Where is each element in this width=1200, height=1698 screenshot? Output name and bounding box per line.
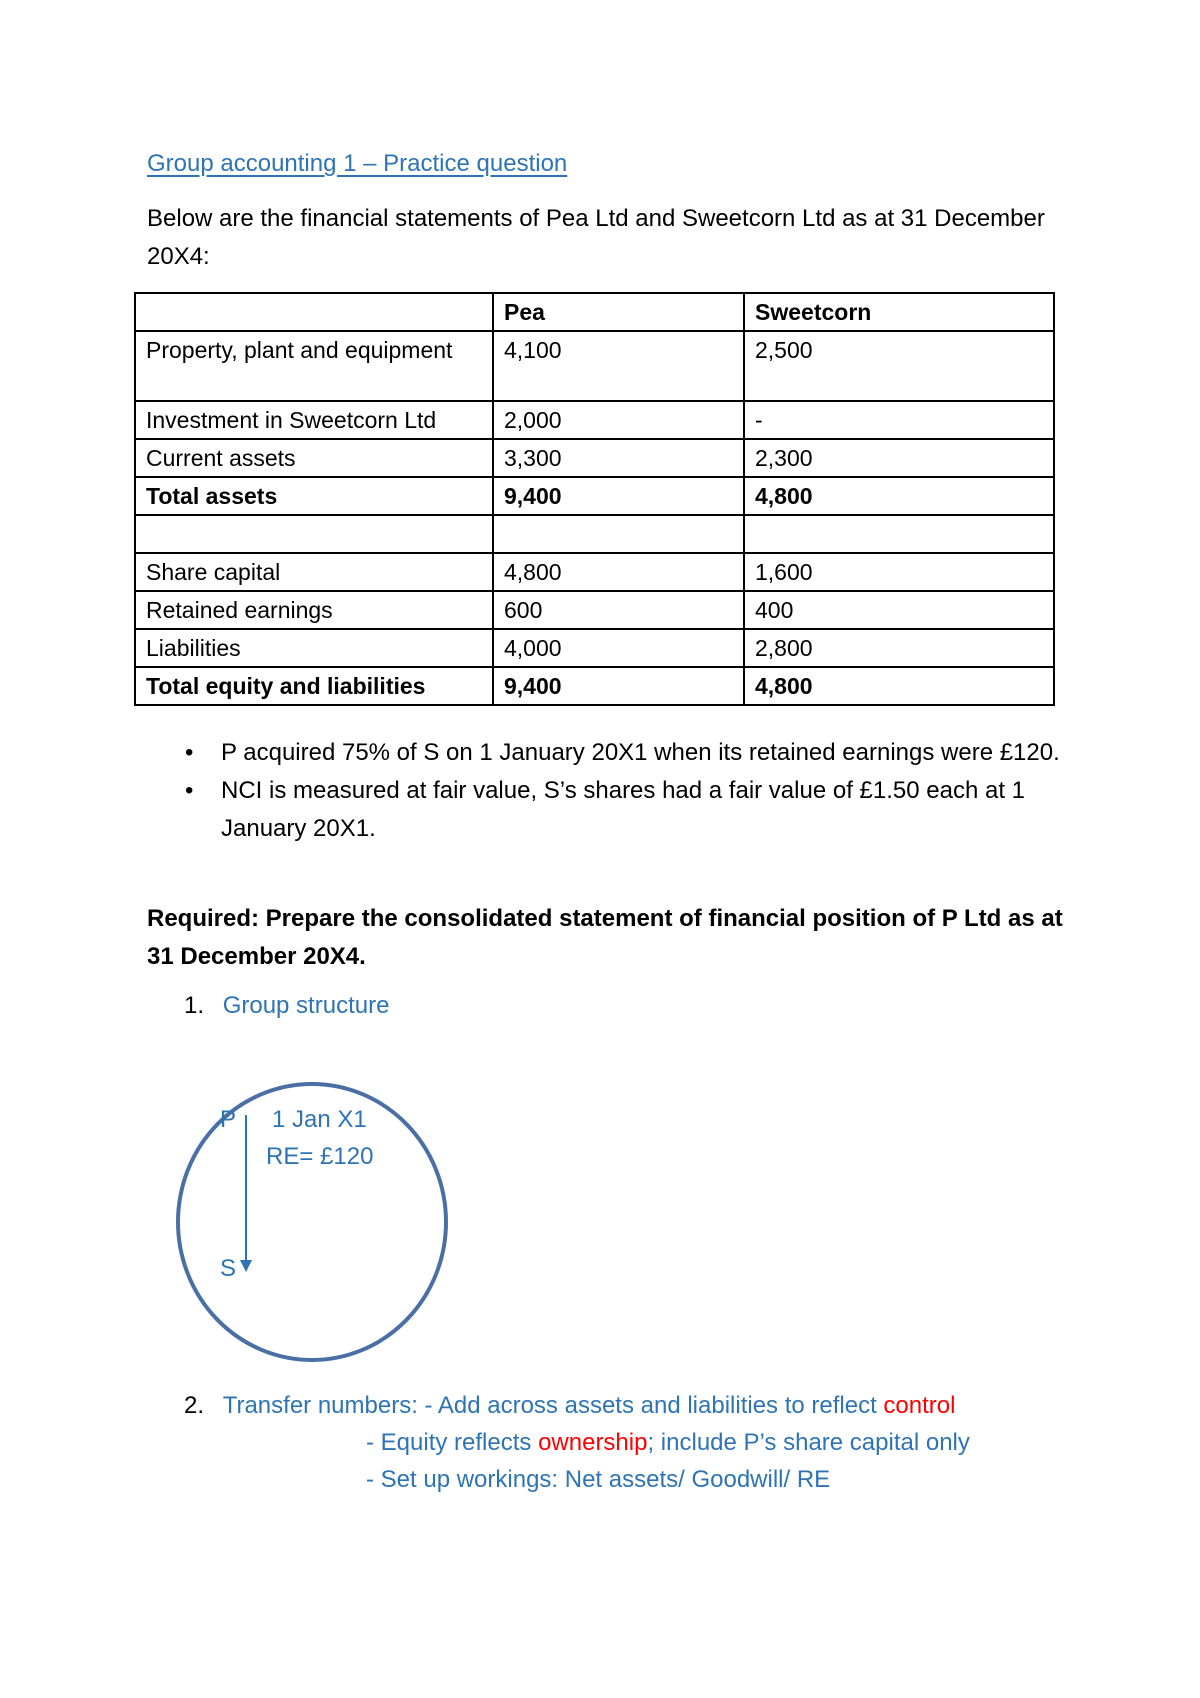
header-cell-sweetcorn: Sweetcorn (744, 293, 1054, 331)
row-label: Current assets (135, 439, 493, 477)
step2-line2-pre: - Equity reflects (366, 1429, 539, 1456)
row-label: Total assets (135, 477, 493, 515)
row-sweetcorn-value: - (744, 401, 1054, 439)
step2-line2-post: ; include P’s share capital only (647, 1429, 970, 1456)
intro-paragraph: Below are the financial statements of Pea Ltd and Sweetcorn Ltd as at 31 December 20X4: (147, 205, 1045, 270)
row-sweetcorn-value: 4,800 (744, 667, 1054, 705)
diagram-re-label: RE= £120 (266, 1143, 374, 1170)
row-label: Investment in Sweetcorn Ltd (135, 401, 493, 439)
step-number: 1. (184, 992, 205, 1019)
diagram-parent-label: P (220, 1106, 237, 1133)
page-title: Group accounting 1 – Practice question (147, 150, 568, 177)
row-sweetcorn-value: 2,500 (744, 331, 1054, 401)
diagram-sub-label: S (220, 1255, 237, 1282)
row-pea-value: 2,000 (493, 401, 744, 439)
row-pea-value: 9,400 (493, 667, 744, 705)
row-sweetcorn-value: 400 (744, 591, 1054, 629)
step2-control-keyword: control (883, 1392, 956, 1419)
step2-ownership-keyword: ownership (538, 1429, 648, 1456)
row-pea-value: 600 (493, 591, 744, 629)
step-2 (184, 1387, 1084, 1425)
row-sweetcorn-value: 4,800 (744, 477, 1054, 515)
row-sweetcorn-value: 1,600 (744, 553, 1054, 591)
row-pea-value: 9,400 (493, 477, 744, 515)
header-cell-pea: Pea (493, 293, 744, 331)
row-pea-value: 4,000 (493, 629, 744, 667)
row-sweetcorn-value: 2,300 (744, 439, 1054, 477)
step2-line1: Transfer numbers: - Add across assets and liabilities to reflect (222, 1392, 884, 1419)
row-label: Property, plant and equipment (135, 331, 493, 401)
bullet-icon: • (185, 777, 194, 804)
row-sweetcorn-value: 2,800 (744, 629, 1054, 667)
step-heading: Group structure (222, 992, 390, 1019)
bullet-icon: • (185, 739, 194, 766)
note-text: P acquired 75% of S on 1 January 20X1 when its retained earnings were £120. (221, 739, 1060, 766)
arrow-down-icon (240, 1260, 252, 1272)
row-pea-value: 3,300 (493, 439, 744, 477)
step-number: 2. (184, 1392, 205, 1419)
row-label: Share capital (135, 553, 493, 591)
row-pea-value: 4,800 (493, 553, 744, 591)
step2-line2 (366, 1424, 1126, 1462)
row-label: Total equity and liabilities (135, 667, 493, 705)
row-label: Liabilities (135, 629, 493, 667)
diagram-date-label: 1 Jan X1 (272, 1106, 367, 1133)
note-text: NCI is measured at fair value, S’s shares had a fair value of £1.50 each at 1 January 20X1. (221, 777, 1025, 842)
row-label: Retained earnings (135, 591, 493, 629)
row-pea-value: 4,100 (493, 331, 744, 401)
step2-line3: - Set up workings: Net assets/ Goodwill/ RE (366, 1466, 831, 1493)
required-instruction: Required: Prepare the consolidated statement of financial position of P Ltd as at 31 December 20X4. (147, 905, 1063, 970)
